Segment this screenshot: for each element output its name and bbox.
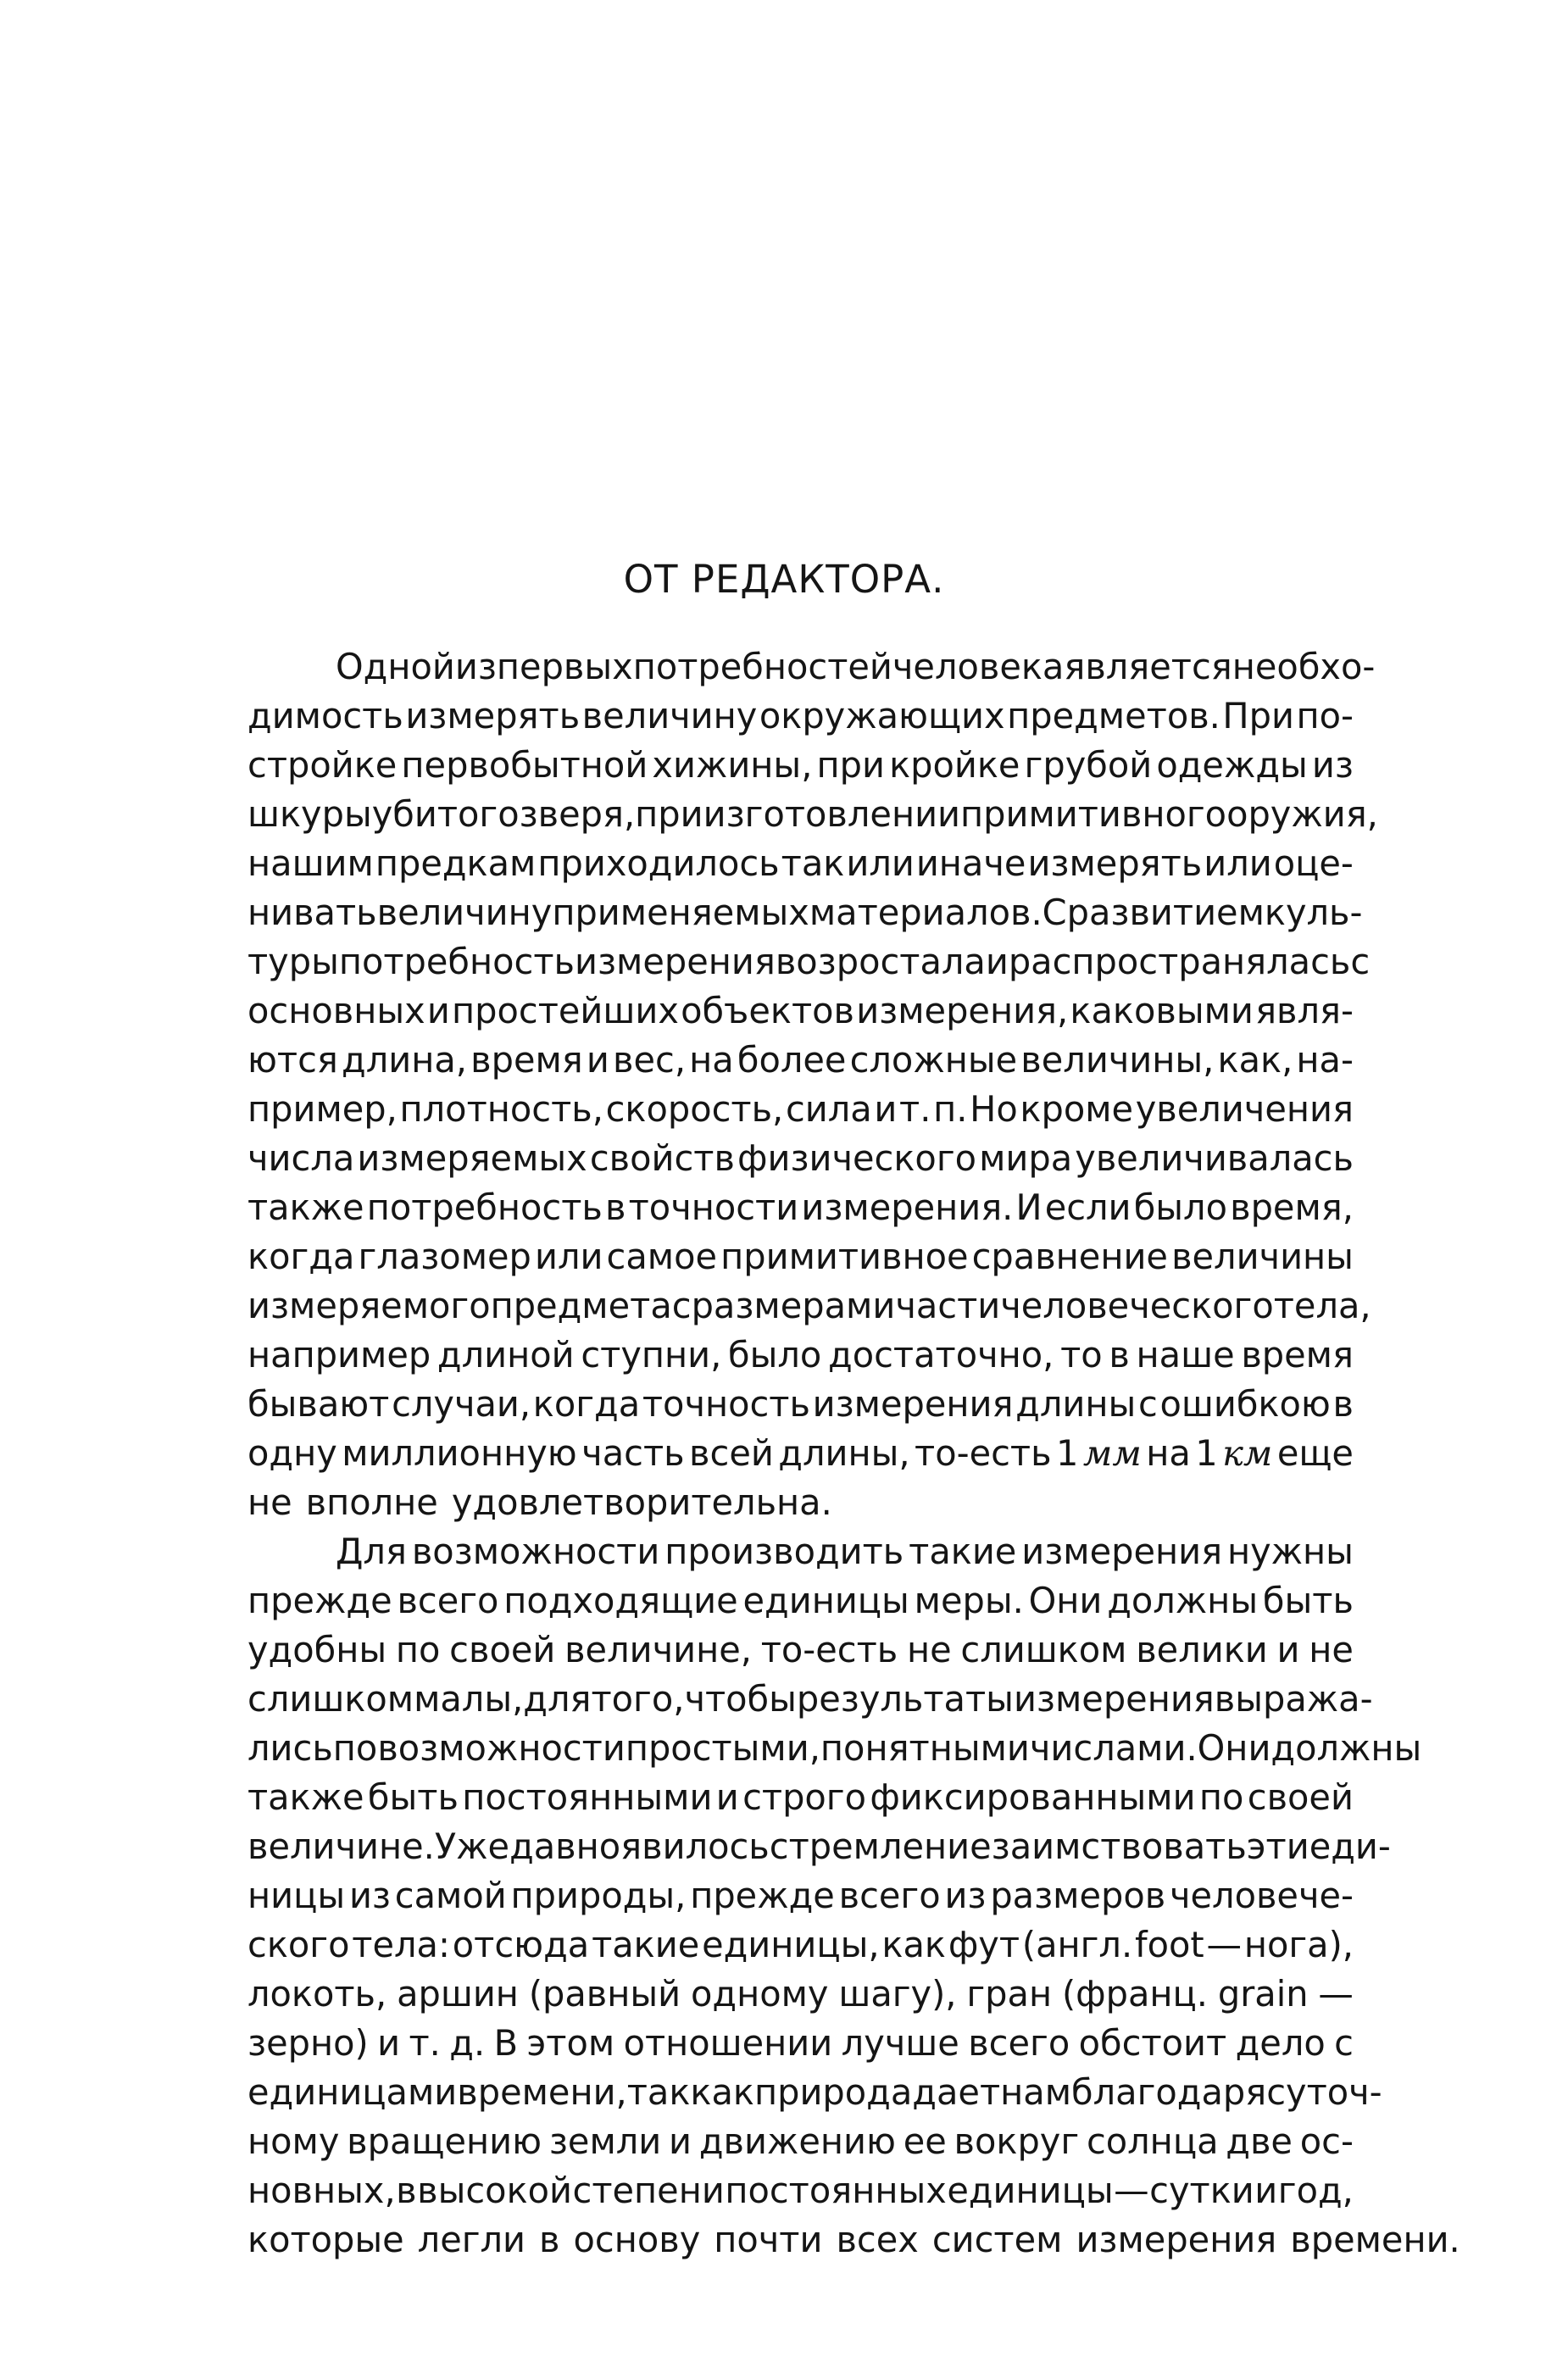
text-line: Для возможности производить такие измерения нужны [336,1531,1354,1572]
text-line: лись по возможности простыми, понятными числами. Они должны [247,1727,1422,1769]
text-line: ницы из самой природы, прежде всего из размеров человече- [247,1875,1354,1916]
text-line: стройке первобытной хижины, при кройке грубой одежды из [247,744,1354,786]
text-line: нивать величину применяемых материалов. С развитием куль- [247,892,1363,933]
page-heading: ОТ РЕДАКТОРА. [623,557,945,602]
text-line: единицами времени, так как природа дает нам благодаря суточ- [247,2071,1382,2113]
text-line: которые легли в основу почти всех систем измерения времени. [247,2219,1460,2260]
paragraph [247,642,1378,1527]
text-line: также потребность в точности измерения. И если было время, [247,1186,1354,1228]
text-line: одну миллионную часть всей длины, то-есть 1 мм на 1 км еще [247,1432,1354,1474]
text-line: шкуры убитого зверя, при изготовлении примитивного оружия, [247,793,1378,835]
text-line: числа измеряемых свойств физического мира увеличивалась [247,1137,1354,1179]
text-line: слишком малы, для того, чтобы результаты измерения выража- [247,1678,1373,1720]
text-line: также быть постоянными и строго фиксированными по своей [247,1776,1354,1818]
text-line: измеряемого предмета с размерами части человеческого тела, [247,1285,1371,1326]
text-line: бывают случаи, когда точность измерения длины с ошибкою в [247,1383,1354,1425]
text-line: нашим предкам приходилось так или иначе измерять или оце- [247,842,1354,884]
text-line: ному вращению земли и движению ее вокруг солнца две ос- [247,2120,1354,2162]
text-line: туры потребность измерения возростала и распространялась с [247,941,1371,982]
text-line: Одной из первых потребностей человека является необхо- [336,646,1376,687]
text-line: димость измерять величину окружающих предметов. При по- [247,695,1354,736]
body-text [247,642,1460,2265]
paragraph [247,1527,1460,2265]
text-line: прежде всего подходящие единицы меры. Они должны быть [247,1580,1354,1621]
text-line: например длиной ступни, было достаточно, то в наше время [247,1334,1354,1375]
text-line: новных, в высокой степени постоянных единицы — сутки и год, [247,2170,1354,2211]
text-line: основных и простейших объектов измерения, каковыми явля- [247,990,1354,1031]
text-line: ского тела: отсюда такие единицы, как фут (англ. foot — нога), [247,1924,1354,1965]
text-line: локоть, аршин (равный одному шагу), гран (франц. grain — [247,1973,1354,2015]
text-line: зерно) и т. д. В этом отношении лучше всего обстоит дело с [247,2022,1354,2064]
text-line: когда глазомер или самое примитивное сравнение величины [247,1236,1354,1277]
text-line: ются длина, время и вес, на более сложные величины, как, на- [247,1039,1354,1081]
text-line: величине. Уже давно явилось стремление заимствовать эти еди- [247,1826,1391,1867]
text-line: удобны по своей величине, то-есть не слишком велики и не [247,1629,1354,1670]
text-line: пример, плотность, скорость, сила и т. п. Но кроме увеличения [247,1088,1354,1130]
text-line: не вполне удовлетворительна. [247,1481,832,1523]
